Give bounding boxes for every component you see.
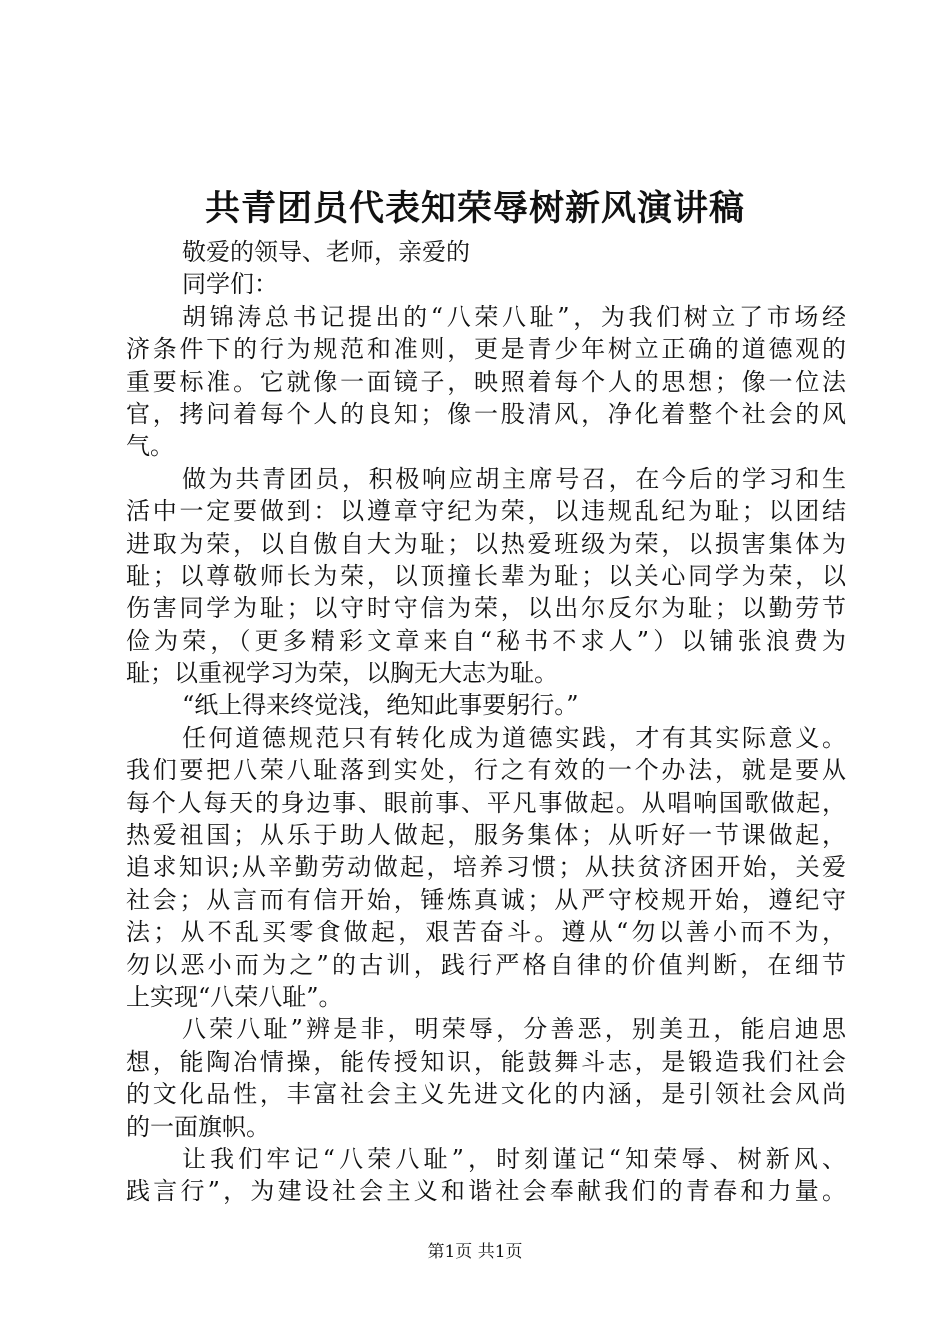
paragraph-3-line-4: 热爱祖国；从乐于助人做起，服务集体；从听好一节课做起， [126, 821, 846, 850]
paragraph-3-line-7: 法；从不乱买零食做起，艰苦奋斗。遵从“勿以善小而不为， [126, 918, 846, 947]
paragraph-2-line-6: 俭为荣，（更多精彩文章来自“秘书不求人”）以铺张浪费为 [126, 626, 846, 655]
paragraph-1-line-4: 官，拷问着每个人的良知；像一股清风，净化着整个社会的风 [126, 399, 846, 428]
paragraph-2-line-3: 进取为荣，以自傲自大为耻；以热爱班级为荣，以损害集体为 [126, 529, 846, 558]
paragraph-3-line-1: 任何道德规范只有转化成为道德实践，才有其实际意义。 [182, 723, 846, 752]
document-title: 共青团员代表知荣辱树新风演讲稿 [204, 188, 745, 229]
paragraph-3-line-9: 上实现“八荣八耻”。 [126, 982, 343, 1011]
paragraph-4-line-2: 想，能陶冶情操，能传授知识，能鼓舞斗志，是锻造我们社会 [126, 1047, 846, 1076]
paragraph-3-line-6: 社会；从言而有信开始，锤炼真诚；从严守校规开始，遵纪守 [126, 885, 846, 914]
paragraph-1-line-1: 胡锦涛总书记提出的“八荣八耻”，为我们树立了市场经 [182, 302, 846, 331]
paragraph-2-line-4: 耻；以尊敬师长为荣，以顶撞长辈为耻；以关心同学为荣，以 [126, 561, 846, 590]
text-line-salutation-continued: 同学们： [182, 270, 278, 299]
text-line-salutation: 敬爱的领导、老师，亲爱的 [182, 238, 470, 266]
paragraph-5-line-2: 践言行”，为建设社会主义和谐社会奉献我们的青春和力量。 [126, 1177, 846, 1206]
paragraph-2-line-5: 伤害同学为耻；以守时守信为荣，以出尔反尔为耻；以勤劳节 [126, 594, 846, 623]
paragraph-3-line-8: 勿以恶小而为之”的古训，践行严格自律的价值判断，在细节 [126, 950, 846, 979]
paragraph-2-line-2: 活中一定要做到：以遵章守纪为荣，以违规乱纪为耻；以团结 [126, 497, 846, 526]
paragraph-2-line-1: 做为共青团员，积极响应胡主席号召，在今后的学习和生 [182, 464, 846, 493]
paragraph-1-line-5: 气。 [126, 432, 174, 461]
paragraph-4-line-4: 的一面旗帜。 [126, 1112, 270, 1141]
paragraph-1-line-2: 济条件下的行为规范和准则，更是青少年树立正确的道德观的 [126, 335, 846, 364]
paragraph-4-line-3: 的文化品性，丰富社会主义先进文化的内涵，是引领社会风尚 [126, 1080, 846, 1109]
quote-line: “纸上得来终觉浅，绝知此事要躬行。” [182, 691, 579, 720]
document-body [126, 236, 846, 1208]
paragraph-3-line-2: 我们要把八荣八耻落到实处，行之有效的一个办法，就是要从 [126, 756, 846, 785]
page-number-footer: 第1页 共1页 [427, 1242, 523, 1262]
paragraph-5-line-1: 让我们牢记“八荣八耻”，时刻谨记“知荣辱、树新风、 [182, 1144, 846, 1173]
paragraph-3-line-5: 追求知识;从辛勤劳动做起，培养习惯；从扶贫济困开始，关爱 [126, 853, 846, 882]
paragraph-1-line-3: 重要标准。它就像一面镜子，映照着每个人的思想；像一位法 [126, 367, 846, 396]
paragraph-3-line-3: 每个人每天的身边事、眼前事、平凡事做起。从唱响国歌做起， [126, 788, 846, 817]
paragraph-4-line-1: 八荣八耻”辨是非，明荣辱，分善恶，别美丑，能启迪思 [182, 1015, 846, 1044]
paragraph-2-line-7: 耻；以重视学习为荣，以胸无大志为耻。 [126, 659, 558, 688]
